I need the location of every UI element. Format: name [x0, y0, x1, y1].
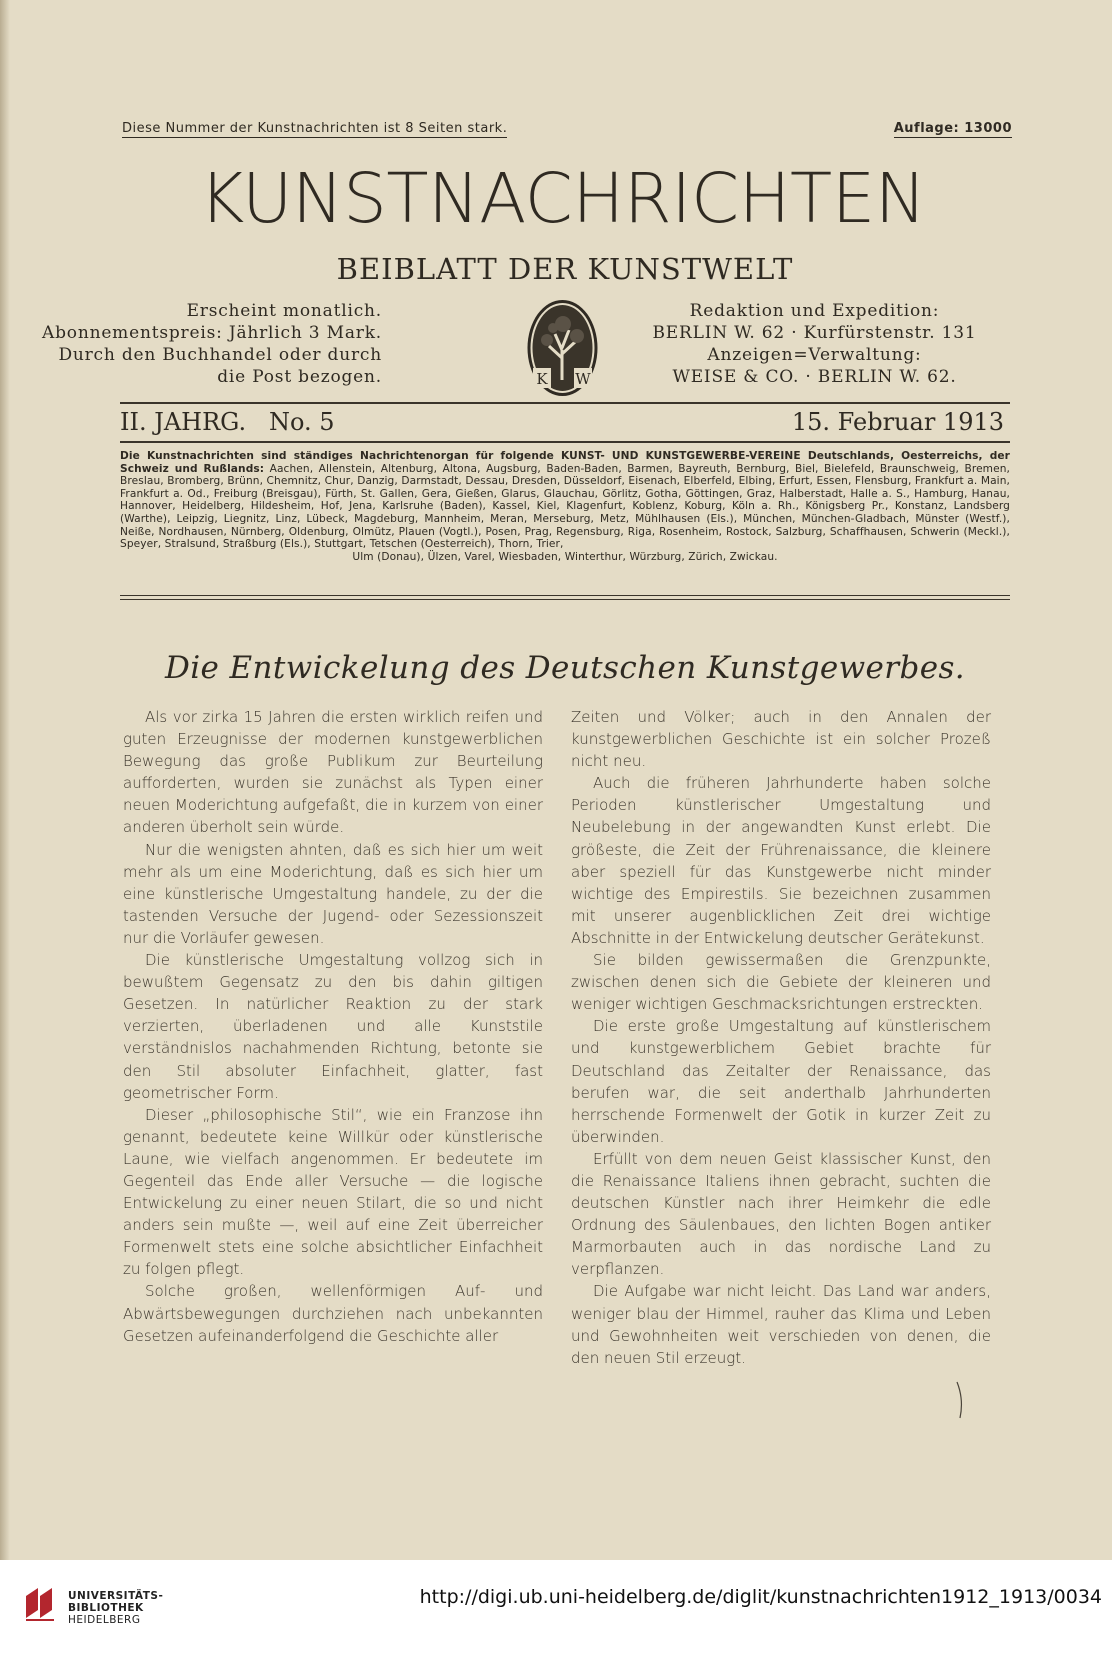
associations-cities: Aachen, Allenstein, Altenburg, Altona, Augsburg, Baden-Baden, Barmen, Bayreuth, Bernburg, Biel, Bielefeld, Braunschweig, Bremen, Breslau, Bromberg, Brünn, Chemnitz, Chur, Danzig, Darmstadt, Dessau, Dresden, Düsseldorf, Eisenach, Elberfeld, Elbing, Erfurt, Essen, Flensburg, Frankfurt a. Main, Frankfurt a. Od., Freiburg (Breisgau), Fürth, St. Gallen, Gera, Gießen, Glarus, Glauchau, Görlitz, Gotha, Göttingen, Graz, Halberstadt, Halle a. S., Hamburg, Hanau, Hannover, Heidelberg, Hildesheim, Hof, Jena, Karlsruhe (Baden), Kassel, Kiel, Klagenfurt, Koblenz, Koburg, Köln a. Rh., Königsberg Pr., Konstanz, Landsberg (Warthe), Leipzig, Liegnitz, Linz, Lübeck, Magdeburg, Mannheim, Meran, Merseburg, Metz, Mühlhausen (Els.), München, München-Gladbach, Münster (Westf.), Neiße, Nordhausen, Nürnberg, Oldenburg, Olmütz, Plauen (Vogtl.), Posen, Prag, Regensburg, Riga, Rosenheim, Rostock, Salzburg, Schaffhausen, Schwerin (Meckl.), Speyer, Stralsund, Straßburg (Els.), Stuttgart, Tetschen (Oesterreich), Thorn, Trier,	[120, 462, 1010, 551]
page-edge-shadow	[0, 0, 10, 1560]
info-line: BERLIN W. 62 · Kurfürstenstr. 131	[652, 323, 977, 343]
source-url-link[interactable]: http://digi.ub.uni-heidelberg.de/diglit/kunstnachrichten1912_1913/0034	[419, 1586, 1102, 1608]
info-line: WEISE & CO. · BERLIN W. 62.	[672, 367, 957, 387]
paragraph: Zeiten und Völker; auch in den Annalen der kunstgewerblichen Geschichte ist ein solcher Prozeß nicht neu.	[571, 708, 991, 771]
library-line: BIBLIOTHEK	[68, 1602, 144, 1614]
info-line: Erscheint monatlich.	[186, 301, 382, 321]
top-notice	[122, 121, 1012, 141]
article-column-left	[123, 706, 543, 1347]
paragraph: Solche großen, wellenförmigen Auf- und Abwärtsbewegungen durchziehen nach unbekannten Gesetzen aufeinanderfolgend die Geschichte aller	[123, 1282, 543, 1345]
pencil-mark-icon	[955, 1380, 967, 1420]
print-run-notice: Auflage: 13000	[893, 121, 1012, 136]
info-line: die Post bezogen.	[217, 367, 382, 387]
rule-divider	[120, 599, 1010, 600]
associations-last-line: Ulm (Donau), Ülzen, Varel, Wiesbaden, Winterthur, Würzburg, Zürich, Zwickau.	[352, 550, 778, 563]
associations-intro: Die Kunstnachrichten sind ständiges Nachrichtenorgan für folgende KUNST- UND KUNSTGEWERBE-VEREINE Deutschlands, Oesterreichs, der Schweiz und Rußlands:	[120, 450, 1010, 475]
volume-number: II. JAHRG. No. 5	[120, 408, 335, 436]
issue-line	[120, 408, 1010, 440]
paragraph: Die künstlerische Umgestaltung vollzog sich in bewußtem Gegensatz zu den bis dahin giltigen Gesetzen. In natürlicher Reaktion zu der stark verzierten, überladenen und alle Kunststile verständnislos nachahmenden Richtung, betonte sie den Stil absoluter Einfachheit, glatter, fast geometrischer Form.	[123, 951, 543, 1102]
info-line: Anzeigen=Verwaltung:	[707, 345, 922, 365]
logo-letter-w: W	[575, 370, 591, 388]
article-column-right	[571, 706, 991, 1369]
university-library-name	[68, 1590, 163, 1626]
paragraph: Die Aufgabe war nicht leicht. Das Land war anders, weniger blau der Himmel, rauher das Klima und Leben und Gewohnheiten weit verschieden von denen, die den neuen Stil erzeugt.	[571, 1282, 991, 1367]
paragraph: Auch die früheren Jahrhunderte haben solche Perioden künstlerischer Umgestaltung und Neubelebung in der angewandten Kunst erlebt. Die größeste, die Zeit der Frührenaissance, die kleinere aber speziell für das Kunstgewerbe nicht minder wichtige des Empirestils. Sie bezeichnen zusammen mit unserer augenblicklichen Zeit drei wichtige Abschnitte in der Entwickelung deutscher Gerätekunst.	[571, 774, 991, 947]
masthead-subtitle: BEIBLATT DER KUNSTWELT	[336, 252, 794, 286]
university-library-logo-icon	[18, 1582, 62, 1626]
paragraph: Erfüllt von dem neuen Geist klassischer Kunst, den die Renaissance Italiens ihnen gebracht, suchten die deutschen Künstler nach ihrer Heimkehr die edle Ordnung des Säulenbaues, den lichten Bogen antiker Marmorbauten auch in das nordische Land zu verpflanzen.	[571, 1149, 991, 1279]
article-title: Die Entwickelung des Deutschen Kunstgewerbes.	[164, 650, 966, 686]
editorial-info	[652, 300, 977, 388]
rule-divider	[120, 441, 1010, 443]
page-count-notice: Diese Nummer der Kunstnachrichten ist 8 Seiten stark.	[122, 121, 508, 136]
paragraph: Dieser „philosophische Stil“, wie ein Franzose ihn genannt, bedeutete keine Willkür oder künstlerische Laune, wie vielfach angenommen. Er bedeutete im Gegenteil das Ende aller Versuche — die logische Entwickelung zu einer neuen Stilart, die so und nicht anders sein mußte —, weil auf eine Zeit überreicher Formenwelt stets eine solche absichtlicher Einfachheit zu folgen pflegt.	[123, 1105, 543, 1279]
masthead-title: KUNSTNACHRICHTEN	[199, 159, 926, 239]
info-line: Abonnementspreis: Jährlich 3 Mark.	[42, 323, 382, 343]
kw-tree-logo-icon	[525, 298, 600, 398]
issue-date: 15. Februar 1913	[791, 408, 1004, 436]
logo-letter-k: K	[536, 370, 548, 388]
info-line: Durch den Buchhandel oder durch	[58, 345, 382, 365]
paragraph: Die erste große Umgestaltung auf künstlerischem und kunstgewerblichem Gebiet brachte für Deutschland das Zeitalter der Renaissance, das berufen war, die seit anderthalb Jahrhunderten herrschende Formenwelt der Gotik in kurzer Zeit zu überwinden.	[571, 1017, 991, 1146]
rule-divider	[120, 402, 1010, 404]
paragraph: Nur die wenigsten ahnten, daß es sich hier um weit mehr als um eine Moderichtung, daß es sich hier um eine künstlerische Umgestaltung handele, zu der die tastenden Versuche der Jugend- oder Sezessionszeit nur die Vorläufer gewesen.	[123, 840, 543, 947]
paragraph: Sie bilden gewissermaßen die Grenzpunkte, zwischen denen sich die Gebiete der kleineren und weniger wichtigen Geschmacksrichtungen erstreckten.	[571, 951, 991, 1014]
associations-list	[120, 450, 1010, 563]
info-line: Redaktion und Expedition:	[689, 301, 940, 321]
footer-bar	[0, 1560, 1112, 1667]
library-line: UNIVERSITÄTS-	[68, 1590, 164, 1602]
subscription-info	[42, 300, 382, 388]
library-line: HEIDELBERG	[68, 1614, 141, 1626]
paragraph: Als vor zirka 15 Jahren die ersten wirklich reifen und guten Erzeugnisse der modernen kunstgewerblichen Bewegung das große Publikum zur Beurteilung aufforderten, wurden sie zunächst als Typen einer neuen Moderichtung aufgefaßt, die in kurzem von einer anderen überholt sein würde.	[123, 708, 543, 837]
rule-divider	[120, 595, 1010, 596]
